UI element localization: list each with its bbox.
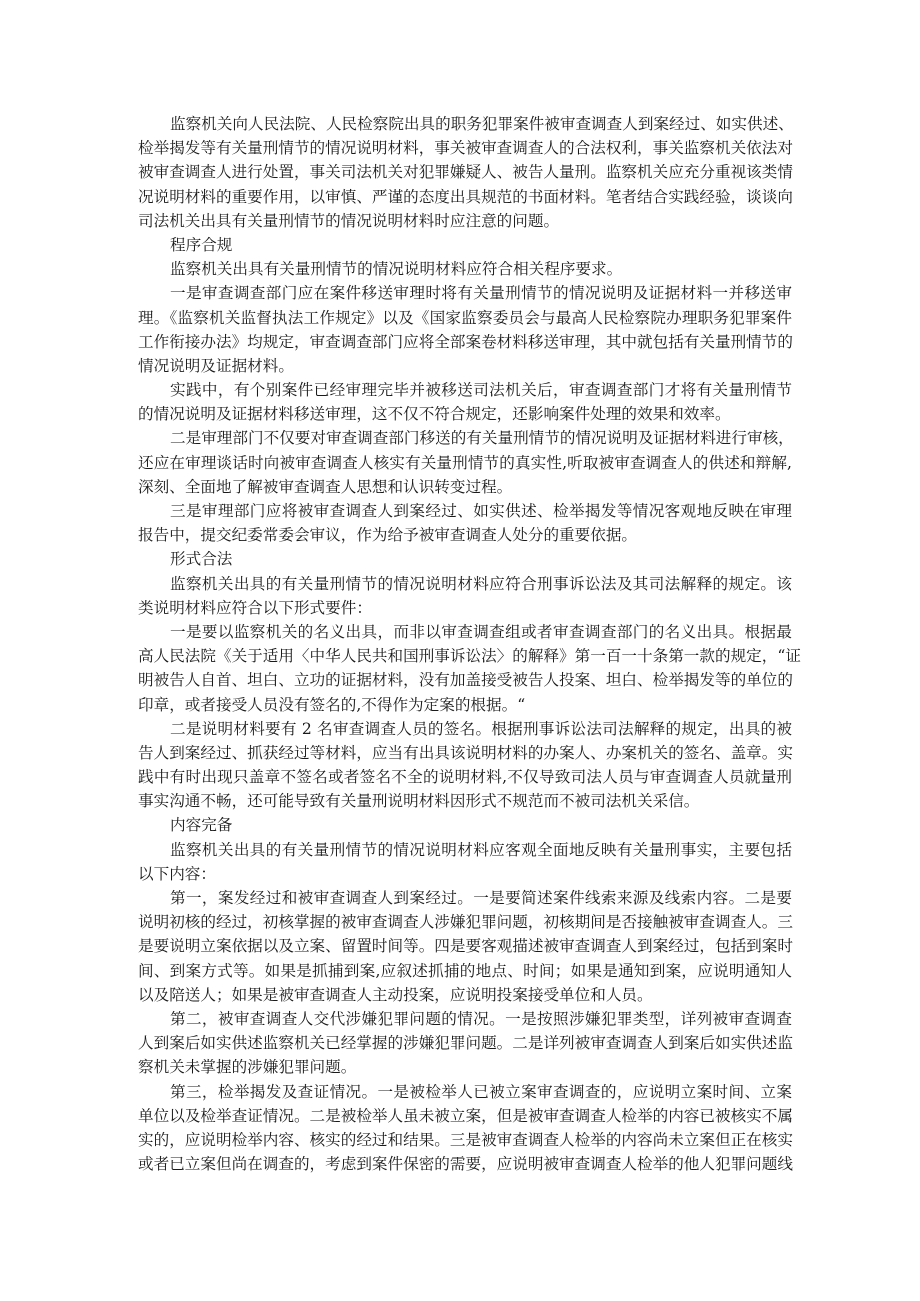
text-line: 高人民法院《关于适用〈中华人民共和国刑事诉讼法〉的解释》第一百一十条第一款的规定，“证 xyxy=(138,647,801,666)
section-heading xyxy=(138,813,792,837)
text-line: 形式合法 xyxy=(170,550,233,569)
text-line: 程序合规 xyxy=(170,235,233,254)
text-line: 三是审理部门应将被审查调查人到案经过、如实供述、检举揭发等情况客观地反映在审理 xyxy=(170,502,792,520)
text-line: 事实沟通不畅，还可能导致有关量刑说明材料因形式不规范而不被司法机关采信。 xyxy=(138,792,700,811)
paragraph xyxy=(138,378,792,426)
section-heading xyxy=(138,233,792,257)
text-line: 告人到案经过、抓获经过等材料，应当有出具该说明材料的办案人、办案机关的签名、盖章。实 xyxy=(138,743,793,762)
text-line: 一是要以监察机关的名义出具，而非以审查调查组或者审查调查部门的名义出具。根据最 xyxy=(170,622,792,641)
text-line: 二是说明材料要有 2 名审查调查人员的签名。根据刑事诉讼法司法解释的规定，出具的被 xyxy=(170,719,792,738)
paragraph xyxy=(138,281,792,378)
paragraph xyxy=(138,1080,792,1177)
text-line: 况说明材料的重要作用，以审慎、严谨的态度出具规范的书面材料。笔者结合实践经验，谈谈向 xyxy=(138,187,793,206)
text-line: 类说明材料应符合以下形式要件： xyxy=(138,598,372,617)
text-line: 以下内容： xyxy=(138,864,216,883)
text-line: 一是审查调查部门应在案件移送审理时将有关量刑情节的情况说明及证据材料一并移送审 xyxy=(170,284,792,303)
text-line: 被审查调查人进行处置，事关司法机关对犯罪嫌疑人、被告人量刑。监察机关应充分重视该类情 xyxy=(138,163,793,182)
paragraph xyxy=(138,112,792,233)
text-line: 第二，被审查调查人交代涉嫌犯罪问题的情况。一是按照涉嫌犯罪类型，详列被审查调查 xyxy=(170,1009,792,1028)
text-line: 以及陪送人；如果是被审查调查人主动投案，应说明投案接受单位和人员。 xyxy=(138,985,653,1004)
text-line: 间、到案方式等。如果是抓捕到案,应叙述抓捕的地点、时间；如果是通知到案，应说明通知人 xyxy=(138,961,792,980)
text-line: 印章，或者接受人员没有签名的,不得作为定案的根据。“ xyxy=(138,695,526,714)
paragraph xyxy=(138,572,792,620)
text-line: 人到案后如实供述监察机关已经掌握的涉嫌犯罪问题。二是详列被审查调查人到案后如实供述监 xyxy=(138,1034,793,1053)
text-line: 报告中，提交纪委常委会审议，作为给予被审查调查人处分的重要依据。 xyxy=(138,526,638,545)
text-line: 内容完备 xyxy=(170,816,233,835)
text-line: 监察机关出具的有关量刑情节的情况说明材料应客观全面地反映有关量刑事实，主要包括 xyxy=(170,840,792,859)
paragraph xyxy=(138,838,792,886)
text-line: 监察机关出具有关量刑情节的情况说明材料应符合相关程序要求。 xyxy=(170,260,623,279)
text-line: 单位以及检举查证情况。二是被检举人虽未被立案，但是被审查调查人检举的内容已被核实不属 xyxy=(138,1106,793,1125)
text-line: 或者已立案但尚在调查的，考虑到案件保密的需要，应说明被审查调查人检举的他人犯罪问题线 xyxy=(138,1155,793,1174)
text-line: 察机关未掌握的涉嫌犯罪问题。 xyxy=(138,1058,357,1077)
text-line: 实践中，有个别案件已经审理完毕并被移送司法机关后，审查调查部门才将有关量刑情节 xyxy=(170,381,792,400)
text-line: 工作衔接办法》均规定，审查调查部门应将全部案卷材料移送审理，其中就包括有关量刑情节的 xyxy=(138,332,793,351)
text-line: 二是审理部门不仅要对审查调查部门移送的有关量刑情节的情况说明及证据材料进行审核， xyxy=(170,429,794,448)
text-line: 深刻、全面地了解被审查调查人思想和认识转变过程。 xyxy=(138,477,513,496)
text-line: 检举揭发等有关量刑情节的情况说明材料，事关被审查调查人的合法权利，事关监察机关依法对 xyxy=(138,139,793,158)
text-line: 情况说明及证据材料。 xyxy=(138,356,294,375)
paragraph xyxy=(138,886,792,1007)
paragraph xyxy=(138,257,792,281)
paragraph xyxy=(138,1007,792,1080)
text-line: 说明初核的经过，初核掌握的被审查调查人涉嫌犯罪问题，初核期间是否接触被审查调查人。三 xyxy=(138,913,793,932)
text-line: 践中有时出现只盖章不签名或者签名不全的说明材料,不仅导致司法人员与审查调查人员就量刑 xyxy=(138,768,792,787)
text-line: 第一，案发经过和被审查调查人到案经过。一是要简述案件线索来源及线索内容。二是要 xyxy=(170,889,792,907)
text-line: 第三，检举揭发及查证情况。一是被检举人已被立案审查调查的，应说明立案时间、立案 xyxy=(170,1082,792,1101)
text-line: 司法机关出具有关量刑情节的情况说明材料时应注意的问题。 xyxy=(138,211,560,230)
text-line: 还应在审理谈话时向被审查调查人核实有关量刑情节的真实性,听取被审查调查人的供述和辩解, xyxy=(138,453,792,472)
paragraph xyxy=(138,620,801,717)
text-line: 监察机关出具的有关量刑情节的情况说明材料应符合刑事诉讼法及其司法解释的规定。该 xyxy=(170,574,792,593)
section-heading xyxy=(138,547,792,571)
text-line: 实的，应说明检举内容、核实的经过和结果。三是被审查调查人检举的内容尚未立案但正在核实 xyxy=(138,1130,793,1149)
paragraph xyxy=(138,499,792,547)
document-body xyxy=(138,112,801,1176)
text-line: 的情况说明及证据材料移送审理，这不仅不符合规定，还影响案件处理的效果和效率。 xyxy=(138,405,731,424)
text-line: 明被告人自首、坦白、立功的证据材料，没有加盖接受被告人投案、坦白、检举揭发等的单位的 xyxy=(138,671,793,690)
paragraph xyxy=(138,717,792,814)
text-line: 理。《监察机关监督执法工作规定》以及《国家监察委员会与最高人民检察院办理职务犯罪案件 xyxy=(138,308,792,327)
text-line: 是要说明立案依据以及立案、留置时间等。四是要客观描述被审查调查人到案经过，包括到案时 xyxy=(138,937,793,956)
paragraph xyxy=(138,426,792,499)
text-line: 监察机关向人民法院、人民检察院出具的职务犯罪案件被审查调查人到案经过、如实供述、 xyxy=(170,115,794,133)
